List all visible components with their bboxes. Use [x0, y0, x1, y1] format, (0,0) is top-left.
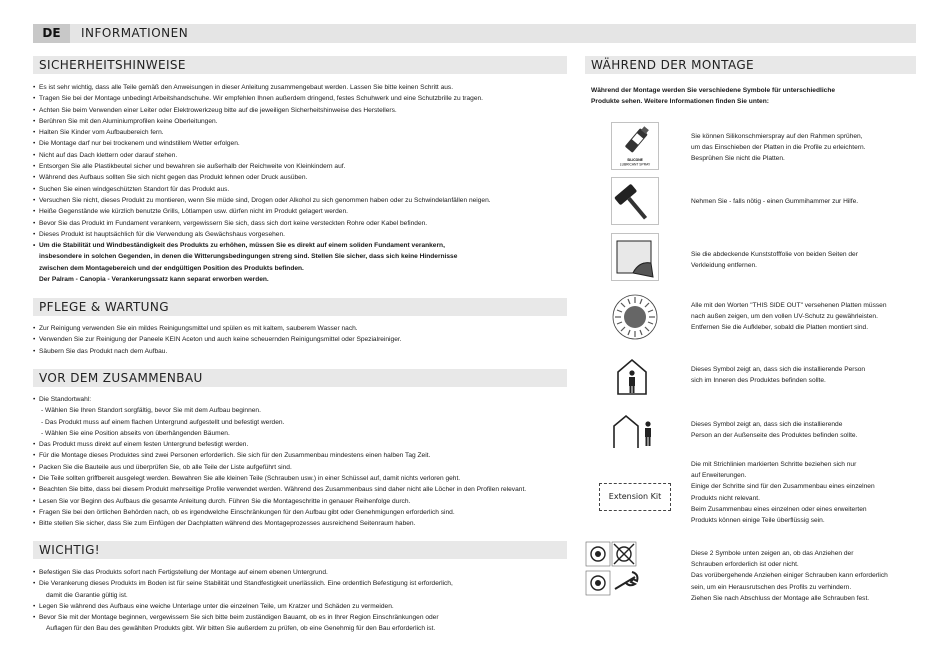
section-title-during-assembly: WÄHREND DER MONTAGE [585, 56, 916, 74]
symbol-text-line: Produkts können einige Teile überflüssig sein. [691, 517, 825, 525]
symbol-text-line: nach außen zeigen, um den vollen UV-Schutz zu gewährleisten. [691, 313, 878, 321]
list-item: • Verwenden Sie zur Reinigung der Paneele KEIN Aceton und auch keine scheuernden Reinigungsmittel oder Spezialreiniger. [33, 334, 567, 345]
list-item: • Befestigen Sie das Produkts sofort nach Fertigstellung der Montage auf einem ebenen Untergrund. [33, 567, 567, 578]
symbol-text-line: Person an der Außenseite des Produktes befinden sollte. [691, 432, 858, 440]
header-bar [33, 24, 916, 43]
list-item: • Versuchen Sie nicht, dieses Produkt zu montieren, wenn Sie müde sind, Drogen oder Alkohol zu sich genommen haben oder zu Schwindelanfällen neigen. [33, 195, 567, 206]
symbol-text-line: Alle mit den Worten "THIS SIDE OUT" versehenen Platten müssen [691, 302, 887, 309]
symbol-text-line: Sie können Silikonschmierspray auf den Rahmen sprühen, [691, 133, 863, 140]
person-inside-icon [612, 356, 658, 396]
symbol-text [691, 196, 916, 207]
symbol-text [691, 131, 916, 165]
symbol-text [691, 300, 916, 334]
symbol-text-line: Das vorübergehende Anziehen einiger Schrauben kann erforderlich [691, 572, 888, 580]
protective-film-icon [611, 233, 659, 281]
safety-list [33, 82, 567, 285]
list-item: • Für die Montage dieses Produktes sind zwei Personen erforderlich. Sie sich für den Zusammenbau mindestens einen halben Tag Zeit. [33, 450, 567, 461]
symbol-text [691, 419, 916, 441]
important-list [33, 567, 567, 635]
symbol-text-line: Einige der Schritte sind für den Zusammenbau eines einzelnen [691, 483, 875, 491]
list-item: • Die Verankerung dieses Produkts im Boden ist für seine Stabilität und Standfestigkeit unerlässlich. Eine ordentlich Befestigung ist erforderlich, [33, 578, 567, 589]
list-item: • Tragen Sie bei der Montage unbedingt Arbeitshandschuhe. Wir empfehlen Ihnen außerdem dringend, festes Schuhwerk und eine Schutzbrille zu tragen. [33, 93, 567, 104]
list-item: • Dieses Produkt ist hauptsächlich für die Verwendung als Gewächshaus vorgesehen. [33, 229, 567, 240]
extension-kit-badge: Extension Kit [599, 483, 671, 511]
section-safety [33, 56, 567, 285]
list-item: • Entsorgen Sie alle Plastikbeutel sicher und bewahren sie außerhalb der Reichweite von Kleinkindern auf. [33, 161, 567, 172]
symbol-text-line: Entfernen Sie die Aufkleber, sobald die Platten montiert sind. [691, 324, 869, 332]
symbol-text-line: Besprühen Sie nicht die Platten. [691, 155, 785, 163]
list-subitem: - Wählen Sie Ihren Standort sorgfältig, bevor Sie mit dem Aufbau beginnen. [41, 407, 261, 415]
screw-tighten-yes-icon [586, 571, 637, 595]
symbol-text-line: Produkts nicht relevant. [691, 494, 760, 502]
list-item-bold-cont: insbesondere in solchen Gegenden, in denen die Witterungsbedingungen streng sind. Stellen Sie sicher, dass sich keine Hindernisse [39, 253, 458, 261]
list-item: • Die Standortwahl: [33, 394, 567, 405]
list-item: • Fragen Sie bei den örtlichen Behörden nach, ob es irgendwelche Einschränkungen für den Aufbau gibt oder Genehmigungen erforderlich sind. [33, 507, 567, 518]
symbol-text [691, 548, 916, 604]
section-title-before-assembly: VOR DEM ZUSAMMENBAU [33, 369, 567, 387]
list-item: • Bevor Sie mit der Montage beginnen, vergewissern Sie sich bitte beim zuständigen Bauamt, ob es in Ihrer Region Einschränkungen oder [33, 612, 567, 623]
list-item: • Halten Sie Kinder vom Aufbaubereich fern. [33, 127, 567, 138]
list-item: • Nicht auf das Dach klettern oder darauf stehen. [33, 150, 567, 161]
silicone-spray-icon [611, 122, 659, 170]
list-item: • Suchen Sie einen windgeschützten Standort für das Produkt aus. [33, 184, 567, 195]
section-title-care: PFLEGE & WARTUNG [33, 298, 567, 316]
care-list [33, 323, 567, 357]
list-item: • Das Produkt muss direkt auf einem festen Untergrund befestigt werden. [33, 439, 567, 450]
list-item-bold-cont: Der Palram - Canopia - Verankerungssatz kann separat erworben werden. [39, 276, 269, 284]
symbol-text-line: Schrauben erforderlich ist oder nicht. [691, 561, 799, 569]
symbol-text-line: Diese 2 Symbole unten zeigen an, ob das Anziehen der [691, 550, 854, 557]
list-item: • Achten Sie beim Verwenden einer Leiter oder Elektrowerkzeug bitte auf die jeweiligen Sicherheitshinweise des Herstellers. [33, 105, 567, 116]
spray-label-1: SILICONE [627, 158, 643, 162]
symbol-text-line: Die mit Strichlinien markierten Schritte beziehen sich nur [691, 461, 857, 468]
symbol-text-line: Verkleidung entfernen. [691, 262, 757, 270]
section-before-assembly [33, 369, 567, 530]
list-item: • Zur Reinigung verwenden Sie ein mildes Reinigungsmittel und spülen es mit kaltem, sauberem Wasser nach. [33, 323, 567, 334]
symbol-text-line: sein, um ein Herausrutschen des Profils zu verhindern. [691, 583, 852, 591]
list-item: • Während des Aufbaus sollten Sie sich nicht gegen das Produkt lehnen oder Druck ausüben. [33, 172, 567, 183]
list-item: • Bevor Sie das Produkt im Fundament verankern, vergewissern Sie sich, dass sich dort keine versteckten Rohre oder Kabel befinden. [33, 218, 567, 229]
symbol-text [691, 364, 916, 386]
list-item: • Säubern Sie das Produkt nach dem Aufbau. [33, 346, 567, 357]
intro-line: Produkte sehen. Weitere Informationen finden Sie unten: [591, 98, 769, 105]
symbol-text-line: Nehmen Sie - falls nötig - einen Gummihammer zur Hilfe. [691, 198, 859, 205]
screw-tighten-no-icon [586, 542, 636, 566]
list-item: • Bitte stellen Sie sicher, dass Sie zum Einfügen der Dachplatten während des Montageprozesses ausreichend Seitenraum haben. [33, 518, 567, 529]
list-item: • Lesen Sie vor Beginn des Aufbaus die gesamte Anleitung durch. Führen Sie die Montageschritte in genauer Reihenfolge durch. [33, 496, 567, 507]
page-title: INFORMATIONEN [81, 26, 189, 40]
symbol-text [691, 249, 916, 271]
symbol-text-line: auf Erweiterungen. [691, 472, 747, 480]
language-code: DE [33, 24, 70, 43]
symbol-text-line: Dieses Symbol zeigt an, dass sich die installierende [691, 421, 843, 428]
right-column [585, 56, 916, 602]
list-item-cont: damit die Garantie gültig ist. [46, 591, 128, 599]
person-outside-icon [612, 410, 658, 450]
list-item: • Beachten Sie bitte, dass bei diesem Produkt mehrseitige Profile verwendet werden. Während des Zusammenbaus sind daher nicht alle Löcher in den Profilen relevant. [33, 484, 567, 495]
list-item: • Berühren Sie mit den Aluminiumprofilen keine Oberleitungen. [33, 116, 567, 127]
rubber-mallet-icon [611, 177, 659, 225]
symbol-text-line: sich im Inneren des Produktes befinden sollte. [691, 377, 826, 385]
list-item-cont: Auflagen für den Bau des gewählten Produkts gibt. Wir bitten Sie außerdem zu prüfen, ob eine Genehmig für den Bau erforderlich ist. [46, 625, 436, 633]
list-item: • Heiße Gegenstände wie kürzlich benutzte Grills, Lötlampen usw. dürfen nicht im Produkt gelagert werden. [33, 206, 567, 217]
list-item: • Legen Sie während des Aufbaus eine weiche Unterlage unter die einzelnen Teile, um Kratzer und Schäden zu vermeiden. [33, 601, 567, 612]
before-assembly-list [33, 394, 567, 530]
section-care [33, 298, 567, 357]
section-important [33, 541, 567, 635]
section-title-safety: SICHERHEITSHINWEISE [33, 56, 567, 74]
list-item: • Die Montage darf nur bei trockenem und windstillem Wetter erfolgen. [33, 138, 567, 149]
list-item: • Es ist sehr wichtig, dass alle Teile gemäß den Anweisungen in dieser Anleitung zusammengebaut werden. Lassen Sie bitte keinen Schritt aus. [33, 82, 567, 93]
spray-label-2: LUBRICANT SPRAY [619, 162, 651, 167]
list-item-bold: • Um die Stabilität und Windbeständigkeit des Produkts zu erhöhen, müssen Sie es direkt auf einem soliden Fundament verankern, [33, 240, 567, 251]
list-subitem: - Das Produkt muss auf einem flachen Untergrund aufgestellt und befestigt werden. [41, 418, 285, 426]
list-subitem: - Wählen Sie eine Position abseits von überhängenden Bäumen. [41, 429, 230, 437]
intro-line: Während der Montage werden Sie verschiedene Symbole für unterschiedliche [591, 87, 836, 94]
sun-uv-icon [611, 293, 659, 341]
symbol-text-line: Ziehen Sie nach Abschluss der Montage alle Schrauben fest. [691, 594, 870, 602]
symbol-text-line: um das Einschieben der Platten in die Profile zu erleichtern. [691, 144, 866, 152]
list-item-bold-cont: zwischen dem Montagebereich und der endgültigen Position des Produkts befinden. [39, 264, 304, 272]
symbol-text-line: Beim Zusammenbau eines einzelnen oder eines erweiterten [691, 505, 867, 513]
symbol-text [691, 459, 916, 526]
symbol-text-line: Dieses Symbol zeigt an, dass sich die installierende Person [691, 366, 866, 373]
list-item: • Die Teile sollten griffbereit ausgelegt werden. Bewahren Sie alle kleinen Teile (Schrauben usw.) in einer Schüssel auf, damit nichts verloren geht. [33, 473, 567, 484]
list-item: • Packen Sie die Bauteile aus und überprüfen Sie, ob alle Teile der Liste aufgeführt sind. [33, 462, 567, 473]
during-assembly-intro [585, 85, 916, 107]
screw-tightening-icons [585, 541, 645, 603]
section-title-important: WICHTIG! [33, 541, 567, 559]
symbol-text-line: Sie die abdeckende Kunststofffolie von beiden Seiten der [691, 251, 858, 258]
